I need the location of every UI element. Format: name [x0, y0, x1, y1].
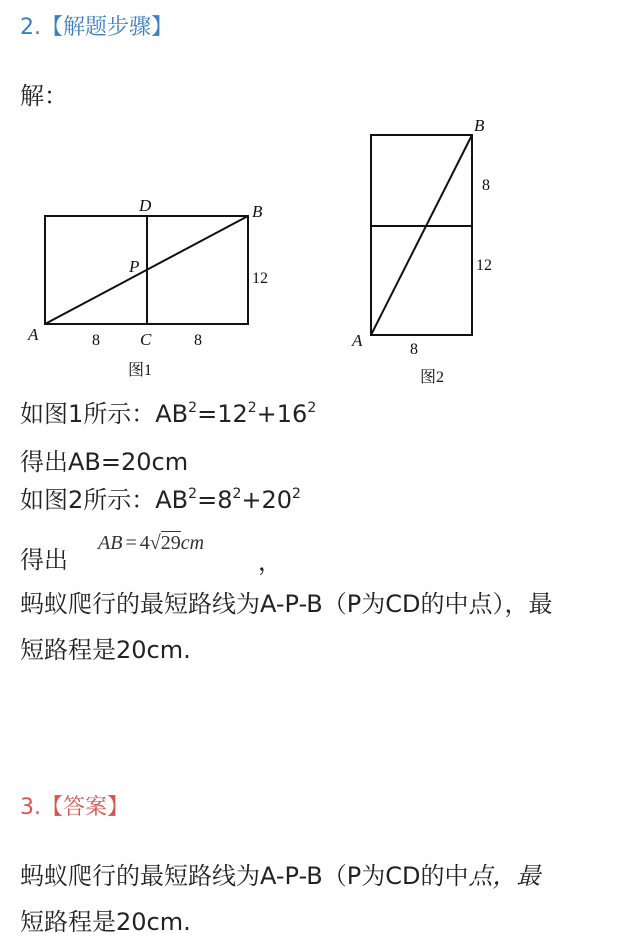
step-1-mid-2: +16: [256, 400, 308, 428]
figure-1-point-a: A: [28, 325, 39, 344]
radical-sign-icon: √: [149, 532, 161, 554]
figure-1-right-length: 8: [194, 332, 202, 349]
figure-1-caption: 图1: [128, 362, 153, 379]
formula-lhs: AB: [98, 532, 123, 554]
figure-1-height: 12: [252, 270, 268, 287]
step-1-exp-2: 2: [247, 400, 257, 416]
step-3-mid-1: =8: [197, 486, 233, 514]
step-1-mid-1: =12: [197, 400, 248, 428]
answer-line-1-main: 蚂蚁爬行的最短路线为A-P-B（P为CD的中: [20, 862, 469, 890]
figure-1-point-c: C: [140, 330, 152, 349]
answer-line-1-italic: 点，最: [468, 862, 541, 890]
figure-2-point-a: A: [352, 331, 363, 350]
figure-1: [27, 196, 268, 379]
figure-2-bottom-length: 8: [410, 341, 418, 358]
figure-2-top-length: 8: [482, 177, 490, 194]
figure-2-point-b: B: [474, 116, 485, 135]
step-3-prefix: 如图2所示：AB: [20, 486, 189, 514]
step-line-4-prefix: 得出: [20, 546, 68, 574]
step-3-mid-2: +20: [241, 486, 293, 514]
geometry-figures: [0, 110, 640, 395]
formula-ab: [98, 532, 204, 555]
formula-radicand: 29: [160, 532, 181, 554]
step-3-exp-2: 2: [232, 486, 242, 502]
solution-label: 解：: [20, 82, 68, 110]
figure-2-side-length: 12: [476, 257, 492, 274]
step-line-5: 蚂蚁爬行的最短路线为A-P-B（P为CD的中点），最: [20, 590, 553, 618]
figure-1-left-length: 8: [92, 332, 100, 349]
step-line-1: [20, 400, 316, 429]
figure-1-point-p: P: [129, 257, 140, 276]
step-1-exp-1: 2: [188, 400, 198, 416]
formula-unit: cm: [180, 532, 205, 554]
step-3-exp-1: 2: [188, 486, 198, 502]
figure-2-caption: 图2: [420, 369, 445, 386]
formula-equals: =: [125, 532, 137, 554]
formula-coefficient: 4: [139, 532, 150, 554]
step-line-3: [20, 486, 301, 515]
section-heading-answer: 3.【答案】: [20, 795, 129, 820]
figure-1-point-d: D: [139, 196, 152, 215]
step-1-prefix: 如图1所示：AB: [20, 400, 189, 428]
figure-2-diagonal-ab: [371, 135, 472, 335]
answer-line-1: [20, 862, 540, 891]
answer-line-2: 短路程是20cm.: [20, 908, 191, 936]
step-line-2: 得出AB=20cm: [20, 448, 189, 476]
step-3-exp-3: 2: [292, 486, 301, 502]
section-heading-steps: 2.【解题步骤】: [20, 15, 173, 40]
figure-1-point-b: B: [252, 202, 263, 221]
figure-2: [351, 116, 492, 386]
step-line-4-suffix: ，: [258, 548, 282, 576]
step-1-exp-3: 2: [307, 400, 317, 416]
step-line-6: 短路程是20cm.: [20, 636, 191, 664]
